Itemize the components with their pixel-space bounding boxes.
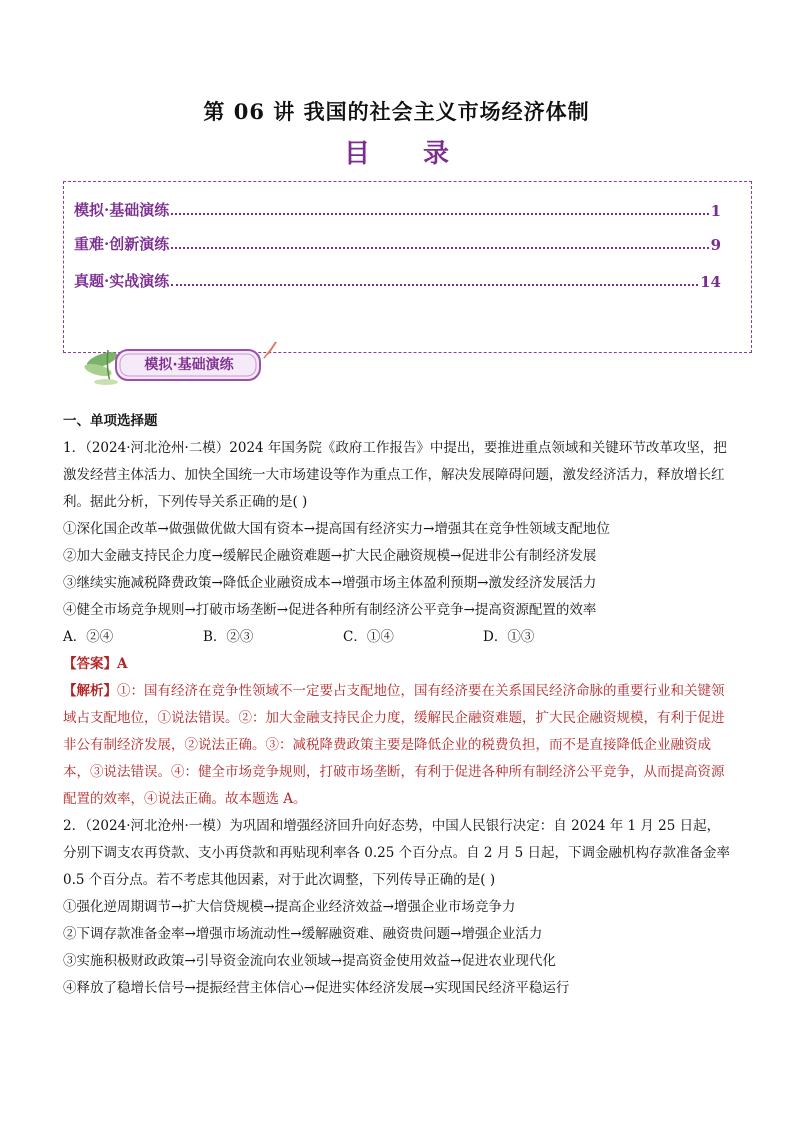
- question-1-analysis: [63, 678, 731, 813]
- option-d: D．①③: [483, 629, 535, 645]
- toc-leader-dots: [171, 213, 708, 215]
- option-c: C．①④: [343, 629, 394, 645]
- toc-leader-dots: [171, 284, 698, 286]
- toc-item-page: 9: [710, 236, 721, 254]
- table-of-contents: [63, 181, 752, 353]
- toc-item-real-exam[interactable]: [74, 269, 721, 291]
- question-1-item: ②加大金融支持民企力度→缓解民企融资难题→扩大民企融资规模→促进非公有制经济发展: [63, 548, 597, 564]
- leaf-decoration-icon: [83, 349, 119, 385]
- toc-item-basic[interactable]: [74, 198, 721, 220]
- question-2-stem: 2．（2024·河北沧州·一模）为巩固和增强经济回升向好态势，中国人民银行决定：自 2024 年 1 月 25 日起，分别下调支农再贷款、支小再贷款和再贴现利率各 0.25 个百分点。自 2 月 5 日起，下调金融机构存款准备金率 0.5 个百分点。若不考虑其他因素，对于此次调整，下列传导正确的是( ): [63, 818, 730, 888]
- toc-heading: 目 录: [343, 139, 472, 169]
- answer-label: 【答案】: [63, 656, 117, 672]
- page-title: 第 06 讲 我国的社会主义市场经济体制: [203, 99, 590, 124]
- answer-value: A: [117, 656, 128, 672]
- toc-item-label: 重难·创新演练: [74, 235, 170, 253]
- question-2-item: ①强化逆周期调节→扩大信贷规模→提高企业经济效益→增强企业市场竞争力: [63, 899, 516, 915]
- option-a: A．②④: [63, 629, 114, 645]
- option-b: B．②③: [203, 629, 254, 645]
- question-1-item: ③继续实施减税降费政策→降低企业融资成本→增强市场主体盈利预期→激发经济发展活力: [63, 575, 597, 591]
- banner-label: 模拟·基础演练: [144, 357, 234, 373]
- section-title: 一、单项选择题: [63, 413, 158, 429]
- question-2-item: ②下调存款准备金率→增强市场流动性→缓解融资难、融资贵问题→增强企业活力: [63, 926, 543, 942]
- question-content: [63, 408, 731, 1002]
- toc-leader-dots: [171, 247, 708, 249]
- toc-item-label: 模拟·基础演练: [74, 201, 170, 219]
- question-1-item: ④健全市场竞争规则→打破市场垄断→促进各种所有制经济公平竞争→提高资源配置的效率: [63, 602, 597, 618]
- question-1-answer: [63, 651, 731, 678]
- toc-item-label: 真题·实战演练: [74, 272, 170, 290]
- toc-item-page: 14: [700, 273, 721, 291]
- question-2-item: ④释放了稳增长信号→提振经营主体信心→促进实体经济发展→实现国民经济平稳运行: [63, 980, 570, 996]
- question-1-stem: 1．（2024·河北沧州·二模）2024 年国务院《政府工作报告》中提出，要推进重点领域和关键环节改革攻坚，把激发经营主体活力、加快全国统一大市场建设等作为重点工作，解决发展障碍问题，激发经济活力，释放增长红利。据此分析，下列传导关系正确的是( ): [63, 440, 727, 510]
- analysis-label: 【解析】: [63, 683, 117, 699]
- question-1-options: [63, 624, 731, 651]
- question-2-item: ③实施积极财政政策→引导资金流向农业领域→提高资金使用效益→促进农业现代化: [63, 953, 556, 969]
- analysis-text: ①：国有经济在竞争性领域不一定要占支配地位，国有经济要在关系国民经济命脉的重要行业和关键领域占支配地位，①说法错误。②：加大金融支持民企力度，缓解民企融资难题，扩大民企融资规模，有利于促进非公有制经济发展，②说法正确。③：减税降费政策主要是降低企业的税费负担，而不是直接降低企业融资成本，③说法错误。④：健全市场竞争规则，打破市场垄断，有利于促进各种所有制经济公平竞争，从而提高资源配置的效率，④说法正确。故本题选 A。: [63, 683, 725, 807]
- question-1-item: ①深化国企改革→做强做优做大国有资本→提高国有经济实力→增强其在竞争性领域支配地位: [63, 521, 610, 537]
- toc-item-difficult[interactable]: [74, 232, 721, 254]
- toc-item-page: 1: [710, 202, 721, 220]
- brush-mark-icon: [264, 342, 276, 358]
